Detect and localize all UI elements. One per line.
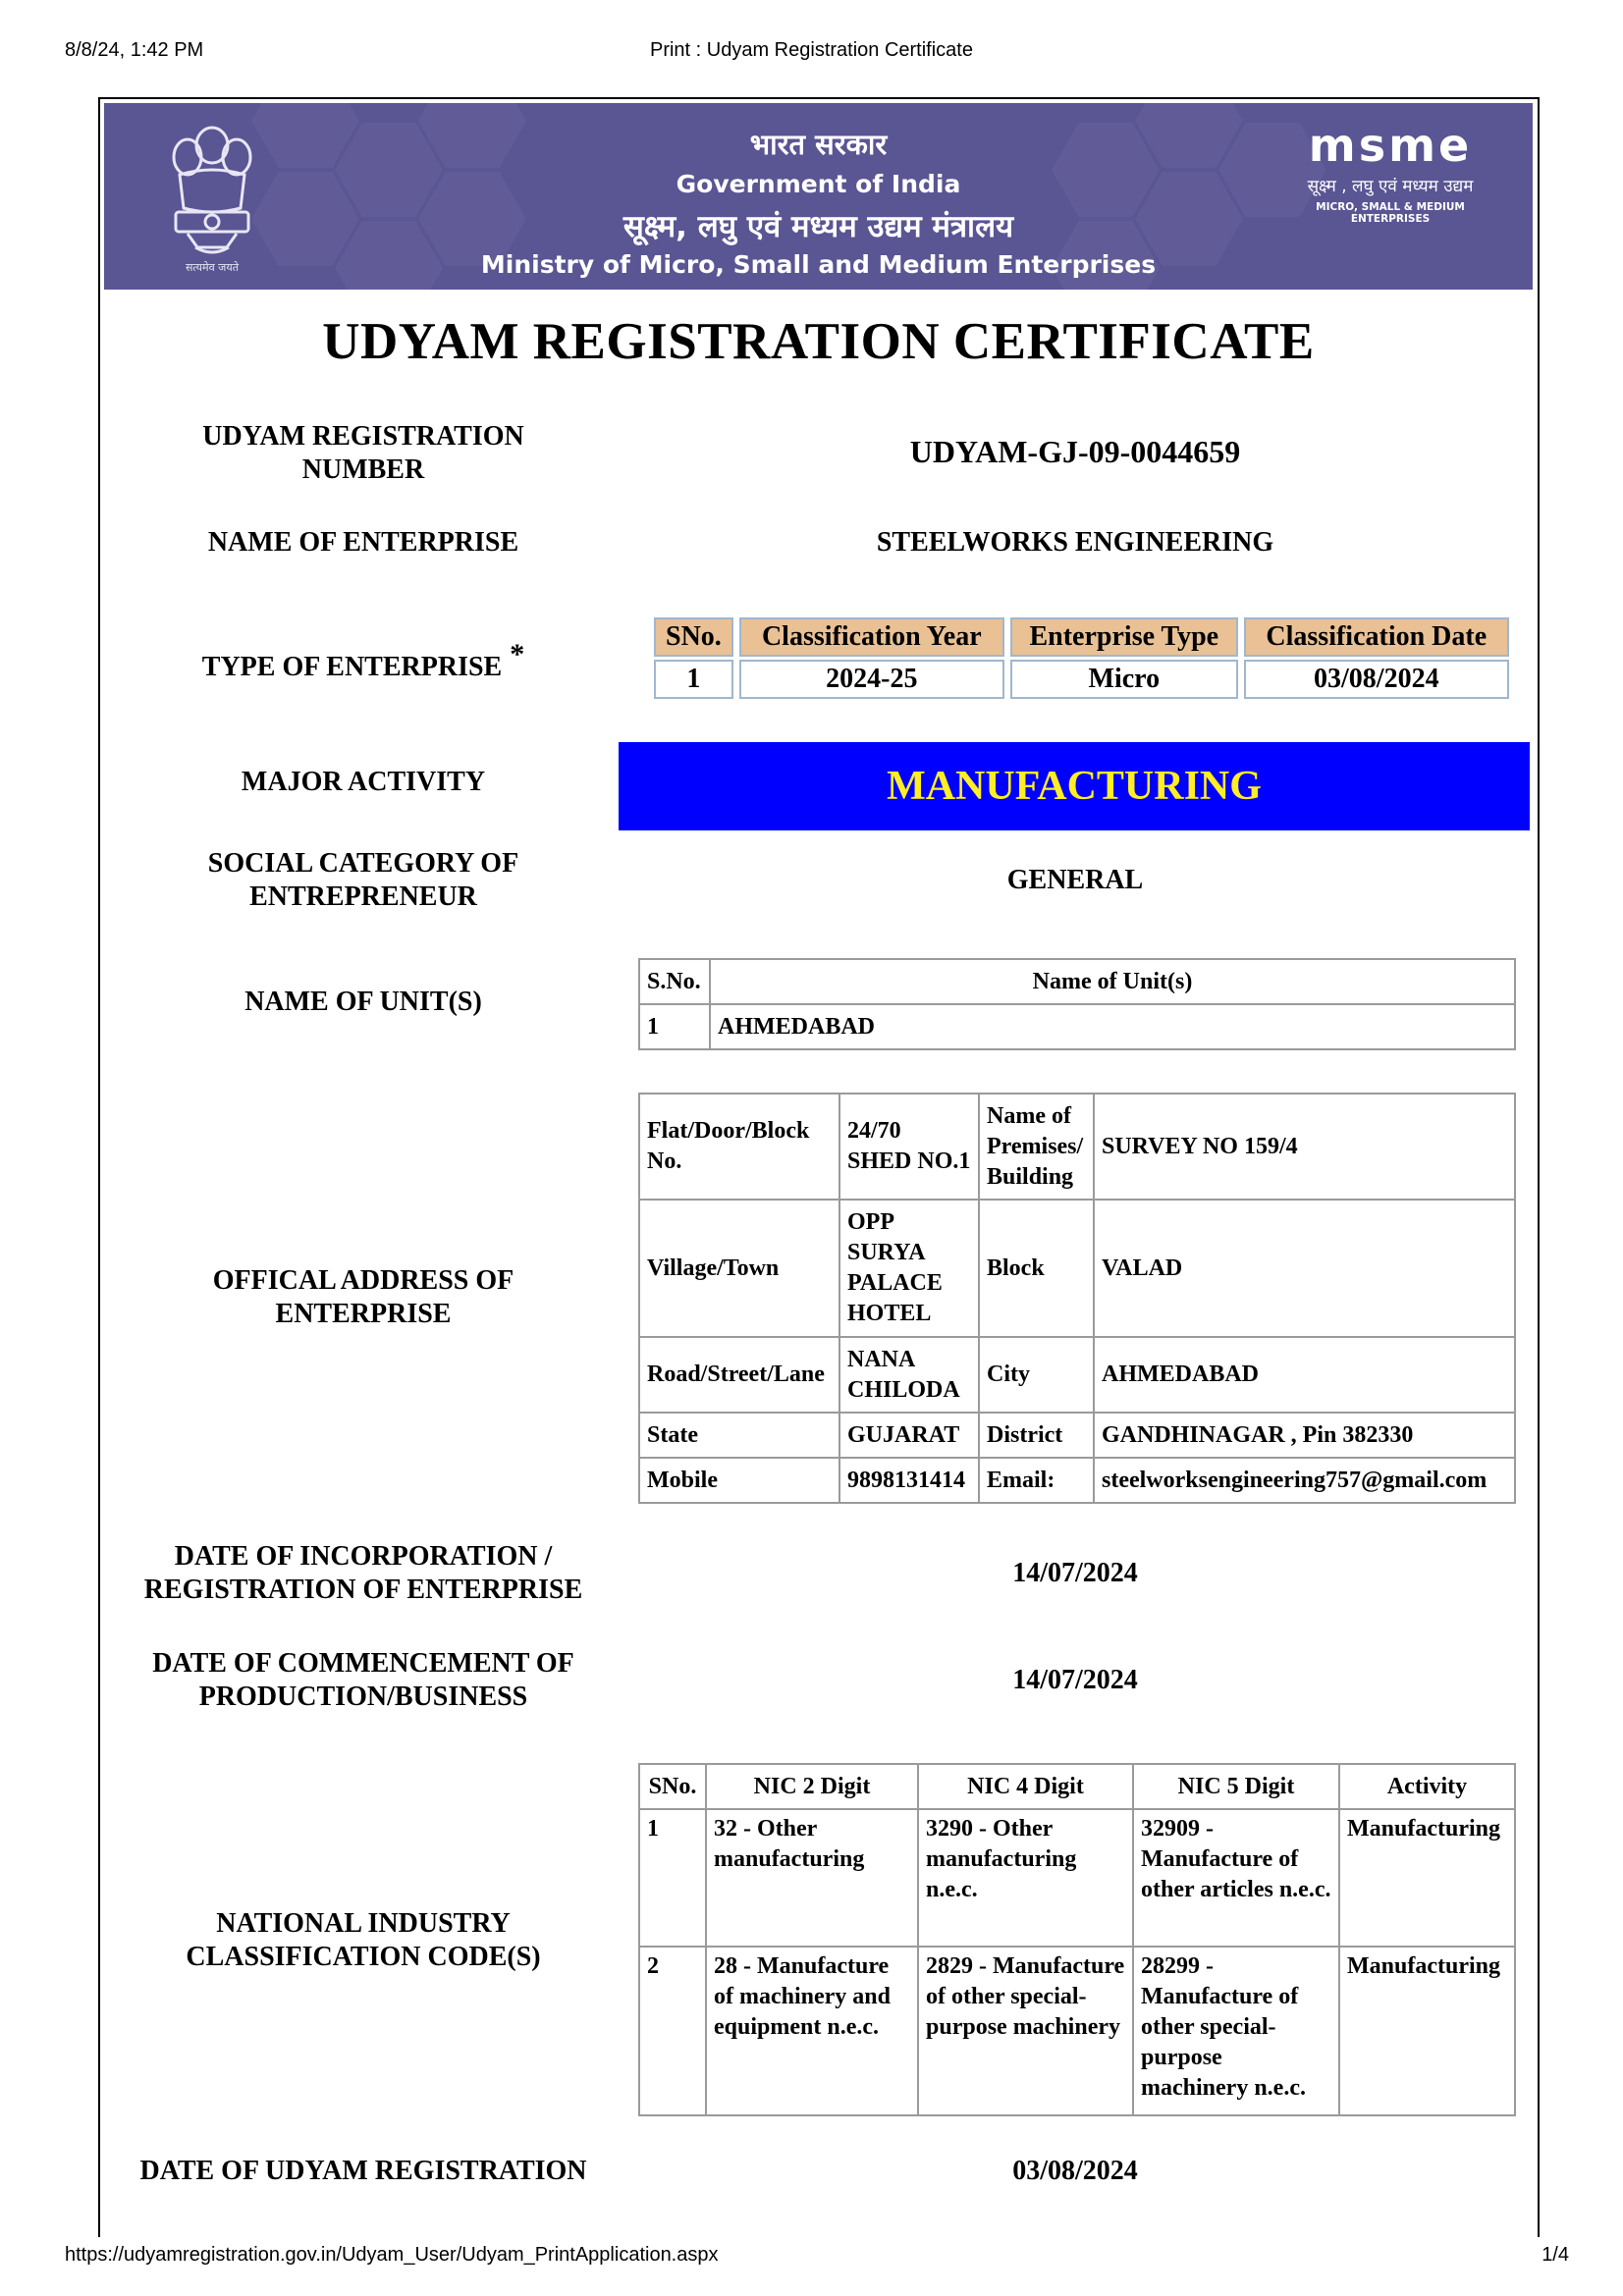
address-premises-value: SURVEY NO 159/4 bbox=[1094, 1094, 1515, 1200]
enterprise-type-table bbox=[648, 614, 1515, 702]
nic-codes-label: NATIONAL INDUSTRY CLASSIFICATION CODE(S) bbox=[186, 1908, 541, 1972]
print-datetime: 8/8/24, 1:42 PM bbox=[65, 39, 204, 61]
incorporation-date-label: DATE OF INCORPORATION / REGISTRATION OF ENTERPRISE bbox=[143, 1541, 583, 1605]
address-road-label: Road/Street/Lane bbox=[639, 1337, 839, 1413]
nic-header-2digit: NIC 2 Digit bbox=[706, 1764, 918, 1809]
address-label: OFFICAL ADDRESS OF ENTERPRISE bbox=[212, 1265, 514, 1329]
units-header-sno: S.No. bbox=[639, 959, 710, 1004]
social-category-label: SOCIAL CATEGORY OF ENTREPRENEUR bbox=[207, 848, 519, 912]
address-table bbox=[638, 1093, 1516, 1504]
type-header-type: Enterprise Type bbox=[1010, 617, 1238, 657]
address-premises-label: Name of Premises/ Building bbox=[979, 1094, 1094, 1200]
type-cell: 2024-25 bbox=[739, 660, 1004, 699]
enterprise-name-label: NAME OF ENTERPRISE bbox=[207, 527, 519, 558]
government-english: Government of India bbox=[676, 170, 961, 198]
address-block-label: Block bbox=[979, 1200, 1094, 1337]
type-cell: 03/08/2024 bbox=[1244, 660, 1509, 699]
nic-header-4digit: NIC 4 Digit bbox=[918, 1764, 1133, 1809]
incorporation-date-value: 14/07/2024 bbox=[1012, 1558, 1138, 1588]
nic-cell: 28 - Manufacture of machinery and equipment n.e.c. bbox=[706, 1947, 918, 2115]
government-banner bbox=[104, 103, 1533, 290]
major-activity-label: MAJOR ACTIVITY bbox=[241, 767, 486, 797]
address-mobile-label: Mobile bbox=[639, 1458, 839, 1503]
units-label: NAME OF UNIT(S) bbox=[244, 987, 482, 1017]
type-header-date: Classification Date bbox=[1244, 617, 1509, 657]
nic-cell: Manufacturing bbox=[1339, 1947, 1515, 2115]
units-table bbox=[638, 958, 1516, 1050]
units-header-name: Name of Unit(s) bbox=[710, 959, 1515, 1004]
units-cell: AHMEDABAD bbox=[710, 1004, 1515, 1049]
address-city-value: AHMEDABAD bbox=[1094, 1337, 1515, 1413]
msme-logo-text: msme bbox=[1308, 119, 1473, 172]
enterprise-type-label: TYPE OF ENTERPRISE * bbox=[201, 638, 525, 682]
nic-cell: 32909 - Manufacture of other articles n.e.c. bbox=[1133, 1809, 1339, 1947]
print-page-number: 1/4 bbox=[1542, 2244, 1569, 2266]
reg-number-value: UDYAM-GJ-09-0044659 bbox=[909, 434, 1241, 469]
units-cell: 1 bbox=[639, 1004, 710, 1049]
nic-codes-table bbox=[638, 1763, 1516, 2116]
udyam-date-label: DATE OF UDYAM REGISTRATION bbox=[139, 2156, 587, 2186]
address-village-label: Village/Town bbox=[639, 1200, 839, 1337]
address-state-label: State bbox=[639, 1413, 839, 1458]
ministry-english: Ministry of Micro, Small and Medium Enterprises bbox=[480, 250, 1157, 279]
udyam-date-value: 03/08/2024 bbox=[1012, 2156, 1138, 2186]
address-email-label: Email: bbox=[979, 1458, 1094, 1503]
nic-header-activity: Activity bbox=[1339, 1764, 1515, 1809]
nic-cell: 2 bbox=[639, 1947, 706, 2115]
address-email-value: steelworksengineering757@gmail.com bbox=[1094, 1458, 1515, 1503]
address-mobile-value: 9898131414 bbox=[839, 1458, 979, 1503]
emblem-motto: सत्यमेव जयते bbox=[185, 261, 239, 274]
nic-header-5digit: NIC 5 Digit bbox=[1133, 1764, 1339, 1809]
type-header-sno: SNo. bbox=[654, 617, 733, 657]
msme-english-tagline: MICRO, SMALL & MEDIUM ENTERPRISES bbox=[1316, 201, 1465, 225]
nic-cell: 3290 - Other manufacturing n.e.c. bbox=[918, 1809, 1133, 1947]
major-activity-value: MANUFACTURING bbox=[619, 742, 1530, 830]
print-page-title: Print : Udyam Registration Certificate bbox=[649, 39, 973, 61]
nic-header-sno: SNo. bbox=[639, 1764, 706, 1809]
address-road-value: NANA CHILODA bbox=[839, 1337, 979, 1413]
ministry-hindi: सूक्ष्म, लघु एवं मध्यम उद्यम मंत्रालय bbox=[622, 209, 1014, 244]
nic-cell: 1 bbox=[639, 1809, 706, 1947]
government-hindi: भारत सरकार bbox=[749, 128, 888, 161]
type-cell: Micro bbox=[1010, 660, 1238, 699]
enterprise-name-value: STEELWORKS ENGINEERING bbox=[876, 527, 1274, 558]
type-header-year: Classification Year bbox=[739, 617, 1004, 657]
commencement-date-label: DATE OF COMMENCEMENT OF PRODUCTION/BUSINESS bbox=[152, 1648, 574, 1712]
msme-hindi-tagline: सूक्ष्म , लघु एवं मध्यम उद्यम bbox=[1307, 177, 1474, 196]
certificate-title: UDYAM REGISTRATION CERTIFICATE bbox=[322, 313, 1315, 370]
address-district-value: GANDHINAGAR , Pin 382330 bbox=[1094, 1413, 1515, 1458]
reg-number-label: UDYAM REGISTRATION NUMBER bbox=[202, 421, 524, 485]
address-block-value: VALAD bbox=[1094, 1200, 1515, 1337]
nic-cell: 2829 - Manufacture of other special-purpose machinery bbox=[918, 1947, 1133, 2115]
address-flat-label: Flat/Door/Block No. bbox=[639, 1094, 839, 1200]
nic-cell: 28299 - Manufacture of other special-purpose machinery n.e.c. bbox=[1133, 1947, 1339, 2115]
nic-cell: 32 - Other manufacturing bbox=[706, 1809, 918, 1947]
type-cell: 1 bbox=[654, 660, 733, 699]
address-city-label: City bbox=[979, 1337, 1094, 1413]
address-district-label: District bbox=[979, 1413, 1094, 1458]
commencement-date-value: 14/07/2024 bbox=[1012, 1665, 1138, 1695]
address-village-value: OPP SURYA PALACE HOTEL bbox=[839, 1200, 979, 1337]
nic-cell: Manufacturing bbox=[1339, 1809, 1515, 1947]
social-category-value: GENERAL bbox=[1006, 865, 1144, 895]
address-flat-value: 24/70 SHED NO.1 bbox=[839, 1094, 979, 1200]
address-state-value: GUJARAT bbox=[839, 1413, 979, 1458]
print-url: https://udyamregistration.gov.in/Udyam_User/Udyam_PrintApplication.aspx bbox=[65, 2244, 719, 2266]
